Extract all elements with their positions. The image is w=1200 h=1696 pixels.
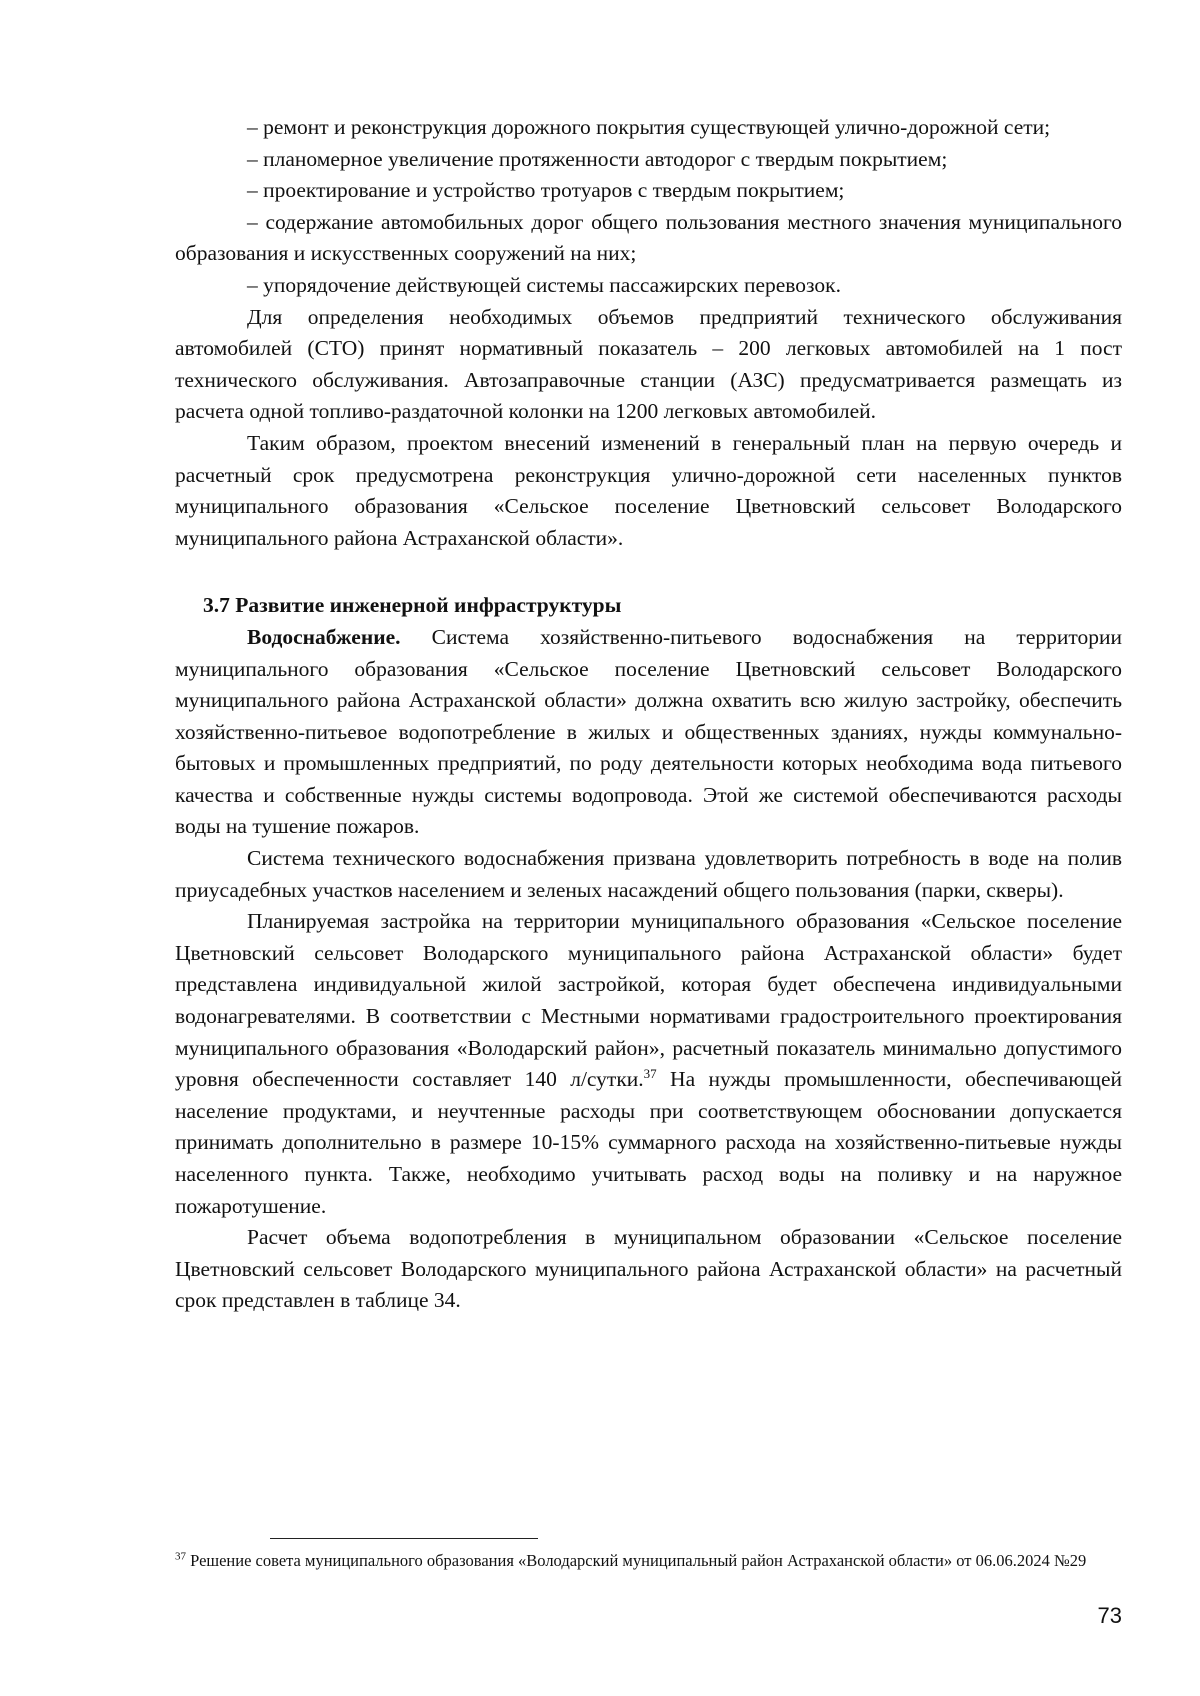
footnote-divider [270,1538,538,1539]
water-supply-text: Система хозяйственно-питьевого водоснабжения на территории муниципального образования «Сельское поселение Цветновский сельсовет Володарского муниципального района Астраханской области» должна охватить всю жилую застройку, обеспечить хозяйственно-питьевое водопотребление в жилых и общественных зданиях, нужды коммунально-бытовых и промышленных предприятий, по роду деятельности которых необходима вода питьевого качества и собственные нужды системы водопровода. Этой же системой обеспечиваются расходы воды на тушение пожаров. [175,624,1122,839]
planned-text-part1: Планируемая застройка на территории муниципального образования «Сельское поселение Цветновский сельсовет Володарского муниципального района Астраханской области» будет представлена индивидуальной жилой застройкой, которая будет обеспечена индивидуальными водонагревателями. В соответствии с Местными нормативами градостроительного проектирования муниципального образования «Володарский район», расчетный показатель минимально допустимого уровня обеспеченности составляет 140 л/сутки. [175,909,1122,1092]
paragraph-planned-development [175,906,1122,1222]
body-text [175,112,1122,554]
paragraph-reconstruction: Таким образом, проектом внесений изменений в генеральный план на первую очередь и расчетный срок предусмотрена реконструкция улично-дорожной сети населенных пунктов муниципального образования «Сельское поселение Цветновский сельсовет Володарского муниципального района Астраханской области». [175,430,1122,550]
section-heading: 3.7 Развитие инженерной инфраструктуры [203,593,622,618]
water-supply-lead: Водоснабжение. [247,624,401,649]
bullet-road-extension: – планомерное увеличение протяженности автодорог с твердым покрытием; [247,146,948,171]
bullet-road-maintenance: – содержание автомобильных дорог общего пользования местного значения муниципального образования и искусственных сооружений на них; [175,209,1122,266]
bullet-sidewalks: – проектирование и устройство тротуаров с твердым покрытием; [247,178,845,203]
footnote-text: Решение совета муниципального образования «Володарский муниципальный район Астраханской области» от 06.06.2024 №29 [186,1551,1087,1570]
footnote [175,1549,1122,1573]
footnote-reference[interactable]: 37 [643,1066,657,1082]
paragraph-water-supply [175,622,1122,843]
bullet-passenger-transport: – упорядочение действующей системы пассажирских перевозок. [247,272,841,297]
planned-text-part2: На нужды промышленности, обеспечивающей население продуктами, и неучтенные расходы при соответствующем обосновании допускается принимать дополнительно в размере 10-15% суммарного расхода на хозяйственно-питьевые нужды населенного пункта. Также, необходимо учитывать расход воды на поливку и на наружное пожаротушение. [175,1067,1122,1218]
paragraph-technical-water: Система технического водоснабжения призвана удовлетворить потребность в воде на полив приусадебных участков населением и зеленых насаждений общего пользования (парки, скверы). [175,846,1122,902]
bullet-road-repair: – ремонт и реконструкция дорожного покрытия существующей улично-дорожной сети; [247,115,1051,139]
paragraph-service-stations: Для определения необходимых объемов предприятий технического обслуживания автомобилей (СТО) принят нормативный показатель – 200 легковых автомобилей на 1 пост технического обслуживания. Автозаправочные станции (АЗС) предусматривается размещать из расчета одной топливо-раздаточной колонки на 1200 легковых автомобилей. [175,304,1122,424]
page-number: 73 [1097,1603,1122,1628]
section-body [175,622,1122,1317]
footnote-number: 37 [175,1550,186,1563]
paragraph-calculation: Расчет объема водопотребления в муниципальном образовании «Сельское поселение Цветновский сельсовет Володарского муниципального района Астраханской области» на расчетный срок представлен в таблице 34. [175,1225,1122,1313]
